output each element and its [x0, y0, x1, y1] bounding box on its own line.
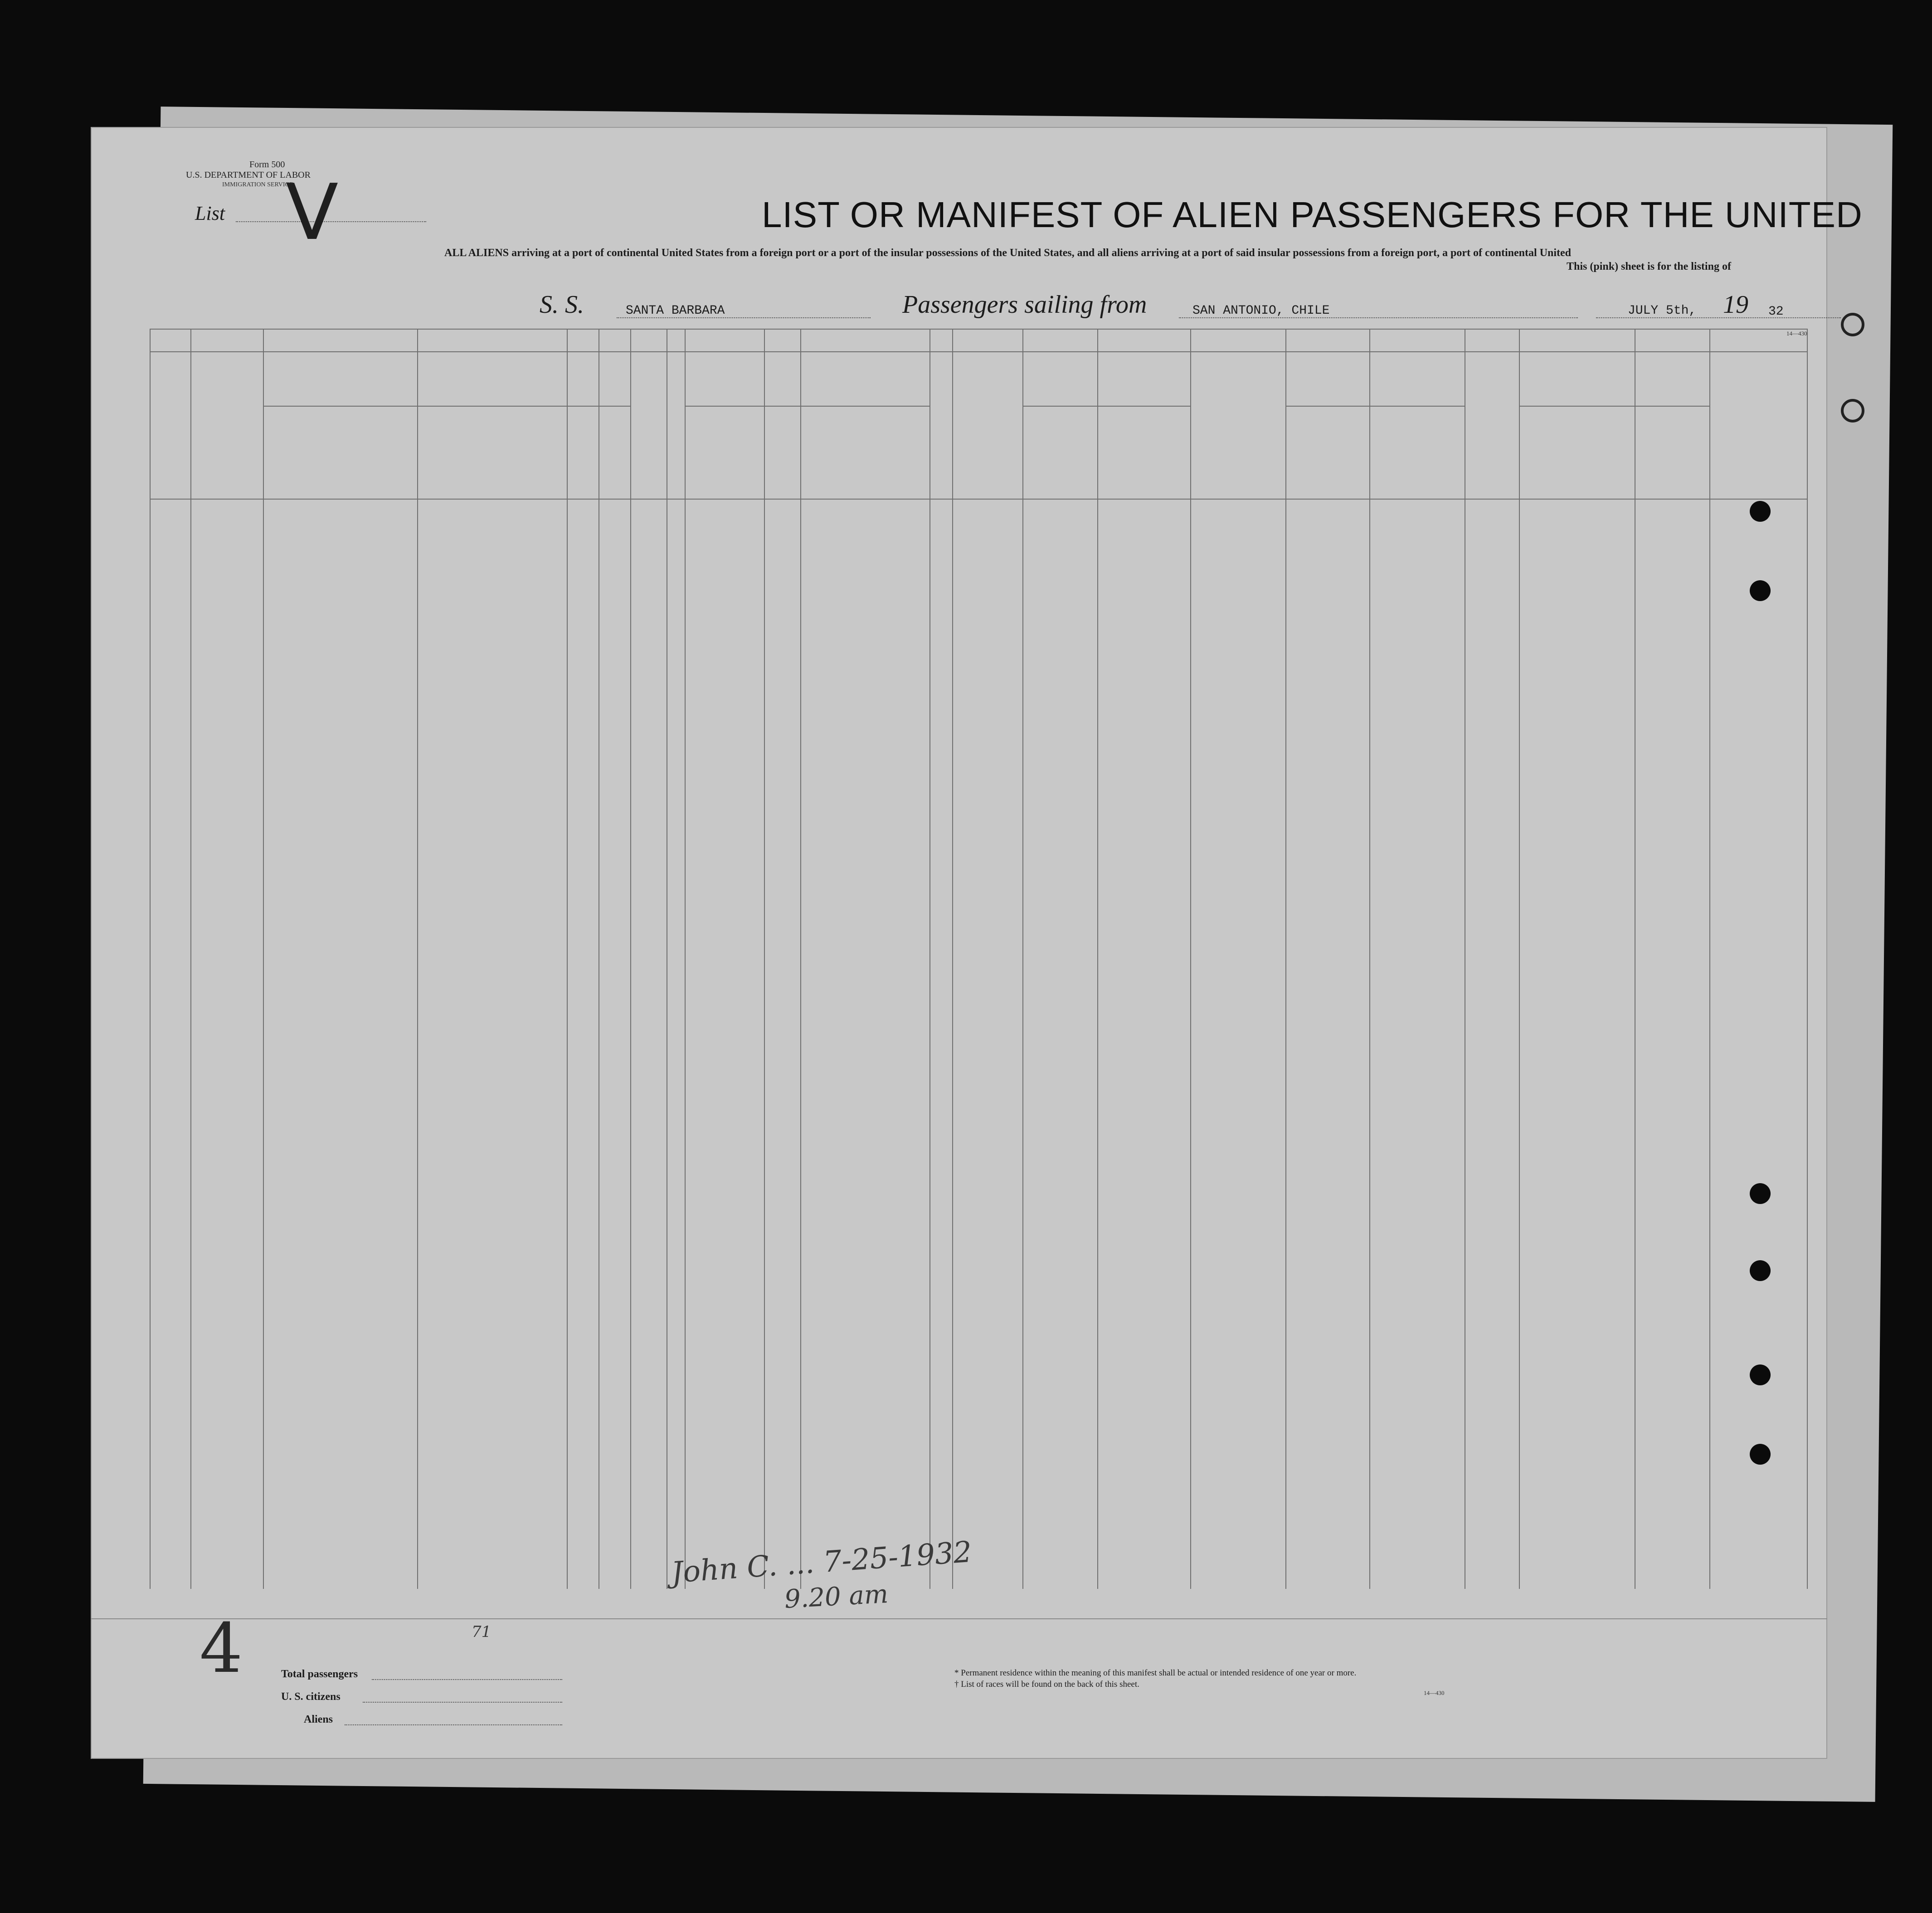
residence-subheader-rule — [1519, 406, 1709, 407]
column-rule — [1369, 329, 1370, 1589]
total-passengers-label: Total passengers — [281, 1668, 358, 1680]
punch-hole — [1750, 1183, 1771, 1204]
sailing-label: Passengers sailing from — [902, 291, 1147, 319]
punch-ring — [1841, 399, 1864, 422]
punch-hole — [1750, 1364, 1771, 1385]
column-rule — [1519, 329, 1520, 1589]
department: U.S. DEPARTMENT OF LABOR — [186, 170, 311, 180]
able-subheader-rule — [685, 406, 930, 407]
column-rule — [190, 329, 191, 1589]
form-code-top: 14—430 — [1786, 330, 1807, 337]
us-citizens-label: U. S. citizens — [281, 1691, 341, 1703]
form-code-bottom: 14—430 — [1424, 1690, 1445, 1696]
column-rule — [567, 329, 568, 1589]
sailing-date: JULY 5th, — [1628, 304, 1697, 318]
issued-subheader-rule — [1285, 406, 1465, 407]
footnote-races: † List of races will be found on the back of this sheet. — [954, 1680, 1139, 1689]
column-rule — [1097, 329, 1098, 1589]
column-rule — [1285, 329, 1286, 1589]
column-rule — [150, 329, 151, 1589]
sailing-port: SAN ANTONIO, CHILE — [1192, 304, 1330, 318]
signature-time: 9.20 am — [784, 1579, 889, 1614]
us-citizens-line — [363, 1702, 562, 1703]
punch-hole — [1750, 580, 1771, 601]
total-passengers-line — [372, 1679, 562, 1680]
manifest-sheet — [91, 127, 1863, 1759]
column-rule — [1190, 329, 1191, 1589]
subtitle-line2: This (pink) sheet is for the listing of — [1567, 261, 1731, 272]
column-rule — [764, 329, 765, 1589]
punch-hole — [1750, 1260, 1771, 1281]
column-rule — [1709, 329, 1710, 1589]
list-label: List — [195, 202, 225, 224]
punch-hole — [1750, 501, 1771, 522]
table-top-rule — [150, 329, 1807, 330]
header-bottom-rule — [150, 499, 1807, 500]
form-number: Form 500 — [249, 160, 285, 170]
column-rule — [1022, 329, 1023, 1589]
age-subheader-rule — [567, 406, 630, 407]
column-rule — [1807, 329, 1808, 1589]
column-rule — [952, 329, 953, 1589]
name-subheader-rule — [263, 406, 567, 407]
footer-divider — [91, 1618, 1827, 1619]
corner-mark: 4 — [200, 1609, 243, 1688]
list-mark: V — [286, 168, 339, 257]
subtitle-line1: ALL ALIENS arriving at a port of continental United States from a foreign port or a port of the insular possessions of the United States, and all aliens arriving at a port of said insular possessions from a foreign port, a port of continental United — [444, 247, 1571, 259]
count-mark: 71 — [472, 1623, 492, 1641]
column-rule — [685, 329, 686, 1589]
ship-name: SANTA BARBARA — [626, 304, 725, 318]
manifest-title: LIST OR MANIFEST OF ALIEN PASSENGERS FOR THE UNITED — [762, 194, 1863, 235]
birth-subheader-rule — [1022, 406, 1190, 407]
footnote-residence: * Permanent residence within the meaning of this manifest shall be actual or intended residence of one year or more. — [954, 1668, 1357, 1678]
aliens-label: Aliens — [304, 1714, 333, 1725]
service: IMMIGRATION SERVICE — [222, 181, 293, 188]
inspector-signature: John C. ... 7-25-1932 — [670, 1535, 973, 1590]
aliens-line — [345, 1724, 562, 1725]
column-number-rule — [150, 351, 1807, 352]
column-rule — [263, 329, 264, 1589]
punch-hole — [1750, 1444, 1771, 1465]
year-suffix: 32 — [1768, 305, 1784, 319]
column-rule — [417, 329, 418, 1589]
year-prefix: 19 — [1723, 291, 1748, 319]
punch-ring — [1841, 313, 1864, 336]
ss-label: S. S. — [540, 291, 584, 319]
column-rule — [800, 329, 801, 1589]
column-rule — [630, 329, 631, 1589]
